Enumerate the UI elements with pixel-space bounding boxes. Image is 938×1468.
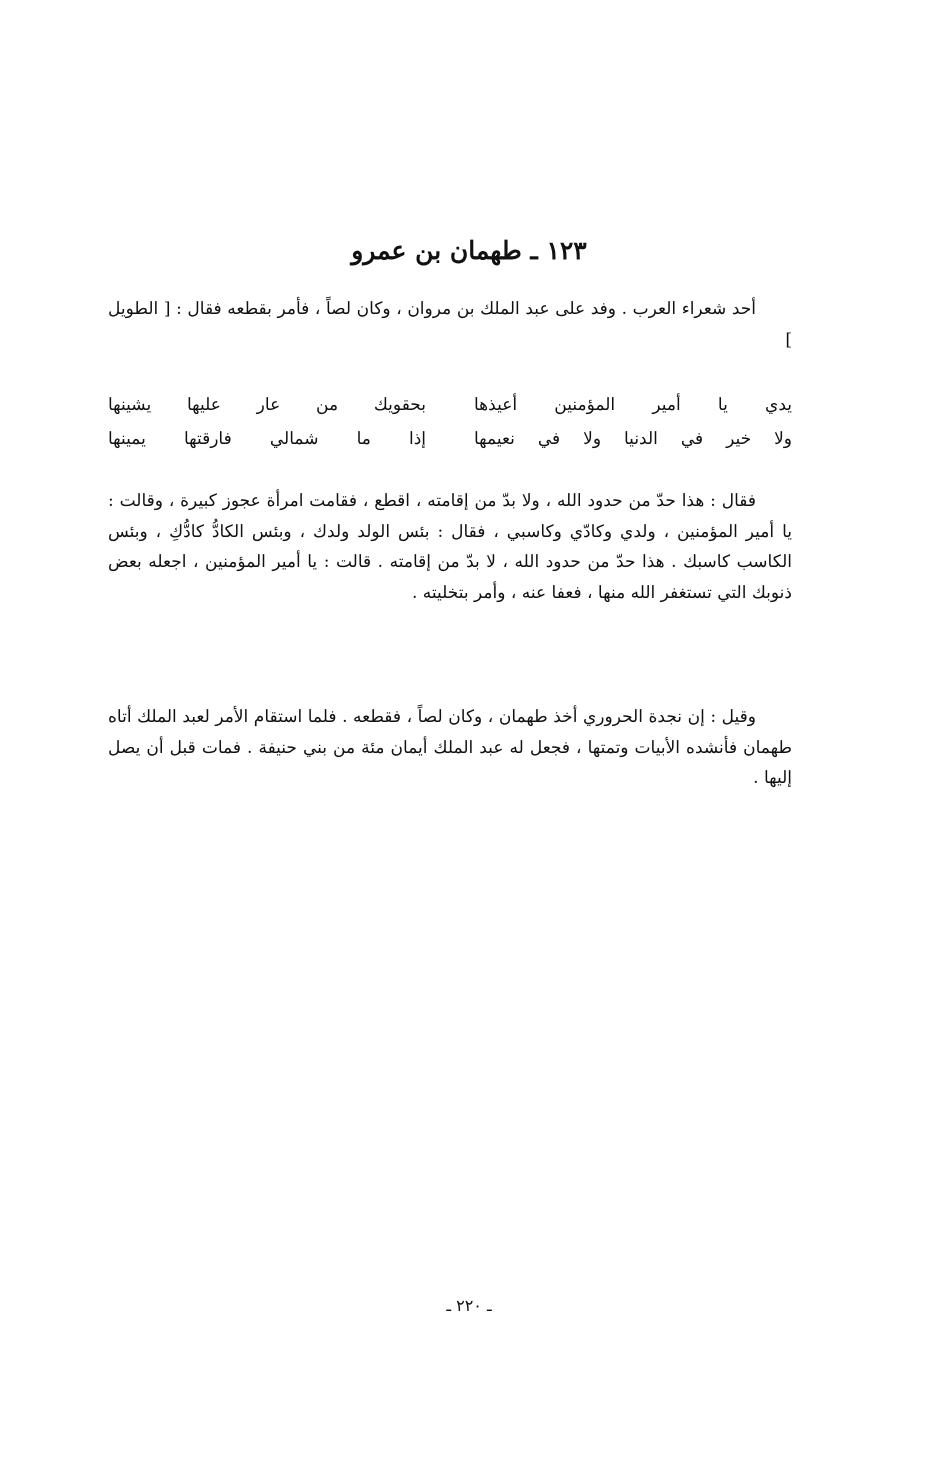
intro-text: أحد شعراء العرب . وفد على عبد الملك بن مروان ، وكان لصاً ، فأمر بقطعه فقال : [ الطويل ]: [108, 299, 792, 350]
verse-line: [108, 388, 792, 422]
paragraph-text: وقيل : إن نجدة الحروري أخذ طهمان ، وكان لصاً ، فقطعه . فلما استقام الأمر لعبد الملك أتاه طهمان فأنشده الأبيات وتمتها ، فجعل له عبد الملك أيمان مئة من بني حنيفة . فمات قبل أن يصل إليها .: [108, 707, 792, 788]
verse-second-hemistich: إذا ما شمالي فارقتها يمينها: [108, 429, 426, 449]
poem-verse: [108, 422, 792, 456]
intro-paragraph: [108, 294, 792, 355]
verse-first-hemistich: يدي يا أمير المؤمنين أعيذها: [474, 395, 792, 415]
page-title: ١٢٣ ـ طهمان بن عمرو: [351, 236, 587, 265]
body-paragraph: [108, 702, 792, 794]
poem-verse: [108, 388, 792, 422]
paragraph-text: فقال : هذا حدّ من حدود الله ، ولا بدّ من إقامته ، اقطع ، فقامت امرأة عجوز كبيرة ، وقالت : يا أمير المؤمنين ، ولدي وكادّي وكاسبي ، فقال : بئس الولد ولدك ، وبئس الكادُّ كادُّكِ ، وبئس الكاسب كاسبك . هذا حدّ من حدود الله ، لا بدّ من إقامته . قالت : يا أمير المؤمنين ، اجعله بعض ذنوبك التي تستغفر الله منها ، فعفا عنه ، وأمر بتخليته .: [108, 491, 792, 603]
page-number: ـ ٢٢٠ ـ: [446, 1296, 492, 1315]
verse-line: [108, 422, 792, 456]
body-paragraph: [108, 486, 792, 608]
verse-second-hemistich: بحقويك من عار عليها يشينها: [108, 395, 426, 415]
verse-first-hemistich: ولا خير في الدنيا ولا في نعيمها: [474, 429, 792, 449]
